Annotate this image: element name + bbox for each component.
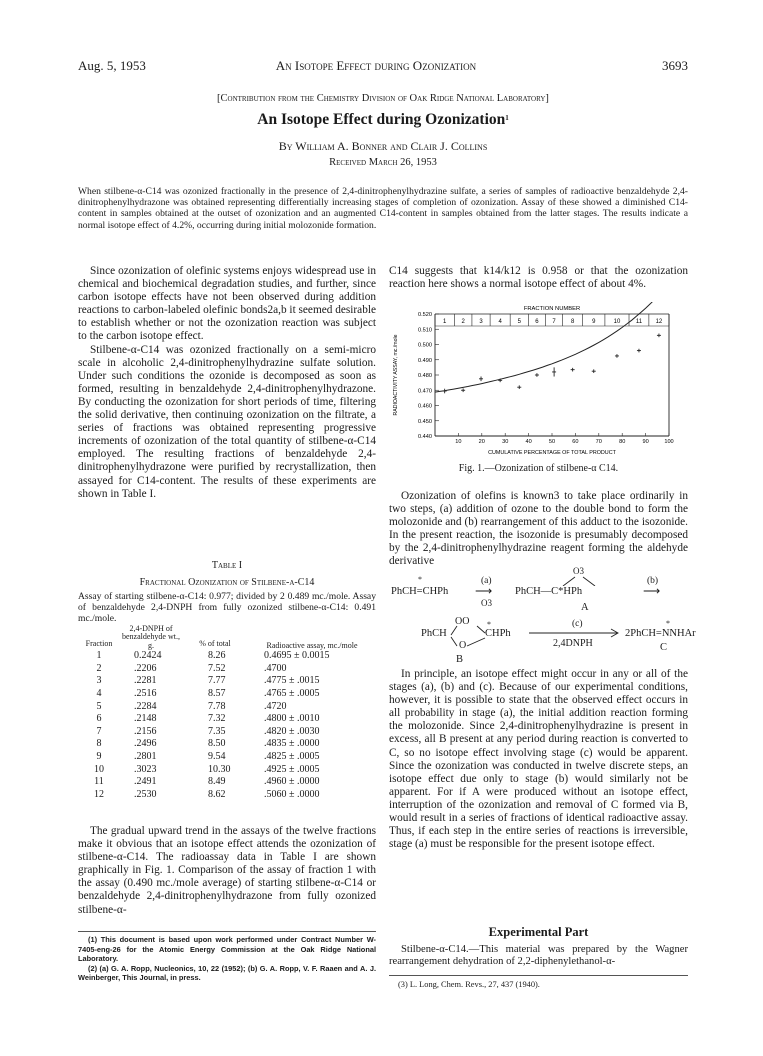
percent-cell: 8.50 [208, 738, 226, 750]
x-tick-label: 70 [595, 439, 602, 445]
assay-cell: .4925 ± .0005 [264, 763, 320, 775]
fraction-number-label: 5 [517, 319, 521, 325]
table-row [78, 726, 376, 739]
scheme-molozonide: PhCH—C*HPh [515, 586, 583, 597]
table-row [78, 751, 376, 764]
table-header-percent: % of total [199, 638, 231, 648]
title-footnote-mark: 1 [505, 114, 509, 122]
weight-cell: .2516 [134, 688, 157, 699]
article-title: An Isotope Effect during Ozonization$^1$ [257, 111, 509, 128]
footnote-rule [78, 931, 376, 932]
table-row [78, 688, 376, 701]
table-fractional-ozonization [78, 625, 376, 801]
table-header-weight: 2,4-DNPH of benzaldehyde wt., g. [122, 624, 180, 650]
percent-cell: 8.49 [208, 776, 226, 788]
table-row [78, 675, 376, 688]
assay-cell: 0.4695 ± 0.0015 [264, 650, 330, 662]
y-tick-label: 0.460 [418, 403, 432, 410]
weight-cell: .2281 [134, 675, 157, 687]
scheme-step-b: (b) [647, 576, 659, 586]
assay-cell: .4960 ± .0000 [264, 776, 320, 788]
left-column-body [78, 265, 376, 501]
procedure-paragraph: Stilbene-α-C14 was ozonized fractionally on a semi-micro scale in alcoholic 2,4-dinitrophenylhydrazine sulfate solution. Under such conditions the ozonide is decomposed as soon as formed, resulting in benzaldehyde 2,4-dinitrophenylhydrazone. By conducting the ozonization for short periods of time, filtering the solid derivative, then continuing ozonization on the filtrate, a series of fractions was obtained representing progressive increments of ozonization of the total quantity of stilbene-α-C14 employed. The resulting fractions of benzaldehyde 2,4-dinitrophenylhydrazone were purified by recrystallization, then assayed for C14-content. The results of these experiments are shown in Table I. [78, 343, 376, 500]
assay-cell: .4835 ± .0000 [264, 738, 320, 750]
fraction-cell: 6 [96, 713, 102, 725]
principle-paragraph [389, 668, 688, 851]
footnote-2: (2) (a) G. A. Ropp, Nucleonics, 10, 22 (1952); (b) G. A. Ropp, V. F. Raaen and A. J. Weinberger, This Journal, in press. [78, 963, 376, 983]
weight-cell: .2156 [134, 725, 157, 737]
fraction-cell: 7 [96, 725, 102, 737]
x-tick-label: 50 [548, 439, 556, 445]
fraction-number-label: 11 [635, 319, 643, 325]
assay-cell: .4720 [264, 700, 287, 712]
y-tick-label: 0.480 [418, 373, 432, 379]
scheme-label-b: B [456, 654, 464, 665]
percent-cell: 9.54 [208, 750, 226, 762]
fraction-number-label: 9 [592, 319, 596, 325]
fraction-cell: 11 [94, 776, 104, 788]
fraction-cell: 4 [96, 688, 102, 699]
weight-cell: 0.2424 [134, 650, 162, 662]
percent-cell: 8.26 [208, 650, 226, 662]
weight-cell: .2491 [134, 776, 157, 788]
chart-title: FRACTION NUMBER [523, 306, 581, 312]
right-column-intro [389, 265, 688, 291]
table-row [78, 663, 376, 676]
fraction-number-label: 6 [535, 319, 539, 325]
table-row [78, 738, 376, 751]
fraction-cell: 1 [96, 650, 102, 662]
percent-cell: 7.32 [208, 713, 226, 725]
percent-cell: 8.62 [208, 788, 226, 800]
experimental-stilbene: Stilbene-α-C14.—This material was prepared by the Wagner rearrangement dehydration of 2,2-diphenylethanol-α- [389, 944, 688, 968]
page-number: 3693 [662, 58, 688, 73]
scheme-isozonide-right: CHPh [485, 628, 511, 639]
principle-text: In principle, an isotope effect might occur in any or all of the stages (a), (b) and (c). Because of our experimental conditions, however, it is possible to state that the observed effect occurs in all probability in stage (a), the initial addition reaction forming the molozonide. Since 2,4-dinitrophenylhydrazine is present in excess, all B present at any period during reaction is converted to C, so no isotope effect involving stage (c) would be apparent. Since the ozonization was conducted in twelve discrete steps, an isotope effect due only to stage (b) would similarly not be apparent. For if A were produced without an isotope effect, interruption of the ozonization and removal of C formed via B, would result in a series of fractions of identical radioactive assay. Thus, if each step in the entire series of reactions is irreversible, stage (a) must be responsible for the present isotope effect. [389, 668, 688, 851]
assay-cell: .4765 ± .0005 [264, 688, 320, 699]
weight-cell: .2496 [134, 738, 157, 750]
footnote-1: (1) This document is based upon work performed under Contract Number W-7405-eng-26 for the Atomic Energy Commission at the Oak Ridge National Laboratory. [78, 935, 376, 964]
discussion-text: The gradual upward trend in the assays of the twelve fractions make it obvious that an isotope effect attends the ozonization of stilbene-α-C14. The radioassay data in Table I are shown graphically in Fig. 1. Comparison of the assay of fraction 1 with the assay (0.490 mc./mole average) of starting stilbene-α-C14 or benzaldehyde 2,4-dinitrophenylhydrazone from fully ozonized stilbene-α- [78, 825, 376, 916]
intro-paragraph: Since ozonization of olefinic systems enjoys widespread use in chemical and biochemical degradation studies, and further, since carbon isotope effects have not been observed during addition reactions to carbon-labeled olefinic bonds2a,b it seemed desirable to establish whether or not the ozonization reaction was subject to the carbon isotope effect. [78, 265, 376, 343]
percent-cell: 7.78 [208, 700, 226, 712]
footnotes-left [78, 935, 376, 983]
y-tick-label: 0.440 [418, 434, 432, 440]
scheme-arrow-c [529, 628, 621, 638]
figure-1 [389, 302, 688, 462]
x-tick-label: 30 [502, 439, 509, 445]
fraction-cell: 12 [94, 788, 104, 800]
header-date: Aug. 5, 1953 [78, 58, 146, 73]
table-note: Assay of starting stilbene-α-C14: 0.977; divided by 2 0.489 mc./mole. Assay of benzaldehyde 2,4-DNPH from fully ozonized stilbene-α-C14: 0.491 mc./mole. [78, 591, 376, 624]
fraction-cell: 9 [96, 750, 102, 762]
mechanism-text: Ozonization of olefins is known3 to take place ordinarily in two steps, (a) addition of ozone to the double bond to form the molozonide and (b) rearrangement of this adduct to the isozonide. In the present reaction, the isozonide is presumably decomposed by the 2,4-dinitrophenylhydrazine reagent forming the aldehyde derivative [389, 490, 688, 568]
footnote-3: (3) L. Long, Chem. Revs., 27, 437 (1940). [398, 980, 540, 989]
y-tick-label: 0.500 [418, 342, 432, 349]
percent-cell: 10.30 [208, 763, 231, 775]
x-tick-label: 40 [525, 439, 532, 445]
fraction-number-label: 8 [570, 319, 575, 325]
y-tick-label: 0.450 [418, 418, 432, 425]
y-tick-label: 0.470 [418, 388, 432, 395]
fraction-number-label: 2 [461, 319, 465, 325]
trend-curve [435, 302, 669, 392]
fraction-number-label: 10 [613, 319, 621, 325]
discussion-paragraph [78, 825, 376, 917]
y-tick-label: 0.520 [418, 312, 432, 318]
table-title: Fractional Ozonization of Stilbene-α-C14 [139, 577, 315, 588]
mechanism-paragraph [389, 490, 688, 569]
x-tick-label: 20 [478, 439, 485, 445]
assay-cell: .5060 ± .0000 [264, 788, 320, 800]
scheme-arrow-b: ⟶ [643, 584, 661, 598]
scheme-label-c: C [660, 642, 668, 653]
table-row [78, 650, 376, 663]
weight-cell: .3023 [134, 763, 157, 775]
fraction-number-label: 7 [552, 319, 556, 325]
scheme-step-c: (c) [572, 619, 583, 629]
table-header-fraction: Fraction [85, 638, 113, 648]
figure-1-chart [389, 302, 688, 462]
fraction-number-label: 12 [655, 319, 663, 325]
footnote-rule-right [389, 975, 688, 976]
scheme-hydrazone: 2PhCH=NNHAr [625, 628, 696, 639]
experimental-text [389, 944, 688, 969]
scheme-star-2: * [487, 620, 491, 629]
scheme-stilbene: PhCH=CHPh [391, 586, 449, 597]
isotope-effect-statement: C14 suggests that k14/k12 is 0.958 or that the ozonization reaction here shows a normal isotope effect of about 4%. [389, 265, 688, 291]
fraction-cell: 8 [96, 738, 102, 750]
scheme-isozonide-left: PhCH [421, 628, 447, 639]
scheme-reagent: 2,4DNPH [553, 638, 593, 649]
table-row [78, 713, 376, 726]
received-date: Received March 26, 1953 [329, 157, 437, 168]
percent-cell: 7.52 [208, 662, 226, 674]
assay-cell: .4820 ± .0030 [264, 725, 320, 737]
table-header-assay: Radioactive assay, mc./mole [266, 640, 358, 650]
scheme-ozonide-bridge [561, 576, 601, 586]
percent-cell: 7.77 [208, 675, 226, 687]
assay-cell: .4700 [264, 662, 287, 674]
percent-cell: 7.35 [208, 725, 226, 737]
weight-cell: .2148 [134, 713, 157, 725]
x-tick-label: 60 [572, 439, 579, 445]
figure-1-caption: Fig. 1.—Ozonization of stilbene-α C14. [458, 463, 619, 474]
assay-cell: .4825 ± .0005 [264, 750, 320, 762]
fraction-number-label: 3 [479, 319, 483, 325]
fraction-cell: 3 [96, 675, 102, 687]
contribution-line: [Contribution from the Chemistry Division of Oak Ridge National Laboratory] [217, 93, 549, 104]
table-row [78, 789, 376, 802]
y-tick-label: 0.510 [418, 327, 432, 334]
weight-cell: .2801 [134, 750, 157, 762]
table-body [78, 650, 376, 801]
scheme-ether-oxygen: O [459, 640, 467, 651]
weight-cell: .2206 [134, 662, 157, 674]
experimental-heading: Experimental Part [488, 925, 589, 939]
table-row [78, 701, 376, 714]
weight-cell: .2284 [134, 700, 157, 712]
running-title: An Isotope Effect during Ozonization [275, 58, 477, 73]
y-tick-label: 0.490 [418, 357, 432, 364]
percent-cell: 8.57 [208, 688, 226, 699]
fraction-number-label: 4 [498, 319, 502, 325]
authors: By William A. Bonner and Clair J. Collins [278, 139, 488, 153]
assay-cell: .4775 ± .0015 [264, 675, 320, 687]
scheme-step-a: (a) [481, 576, 492, 586]
abstract: When stilbene-α-C14 was ozonized fractionally in the presence of 2,4-dinitrophenylhydrazine sulfate, a series of samples of radioactive benzaldehyde 2,4-dinitrophenylhydrazone was obtained representing differentially increasing stages of completion of ozonization. Assay of these showed a diminished C14-content in samples obtained at the outset of ozonization and an augmented C14-content in samples obtained from the latter stages. The results indicate a normal isotope effect of 4.2%, occurring during initial molozonide formation. [78, 186, 688, 231]
table-row [78, 764, 376, 777]
fraction-cell: 2 [96, 662, 102, 674]
table-caption: Table I [211, 560, 243, 571]
y-axis-label: RADIOACTIVITY ASSAY, mc./mole [393, 334, 399, 416]
x-tick-label: 100 [664, 439, 674, 445]
scheme-ozone-top: O3 [573, 566, 584, 576]
x-tick-label: 90 [642, 439, 649, 445]
fraction-number-label: 1 [442, 319, 447, 325]
scheme-peroxide-oxygens: OO [455, 616, 470, 627]
fraction-cell: 5 [96, 700, 102, 712]
table-row [78, 776, 376, 789]
scheme-ozone-under: O3 [481, 598, 492, 608]
weight-cell: .2530 [134, 788, 157, 800]
fraction-cell: 10 [94, 763, 104, 775]
scheme-label-a: A [581, 602, 589, 613]
x-tick-label: 10 [455, 439, 462, 445]
scheme-star-3: * [666, 619, 670, 628]
scheme-star-1: * [418, 575, 422, 584]
assay-cell: .4800 ± .0010 [264, 713, 320, 725]
x-axis-label: CUMULATIVE PERCENTAGE OF TOTAL PRODUCT [488, 450, 616, 456]
scheme-arrow-a: ⟶ [475, 584, 493, 598]
reaction-scheme [389, 560, 696, 666]
x-tick-label: 80 [619, 439, 626, 445]
